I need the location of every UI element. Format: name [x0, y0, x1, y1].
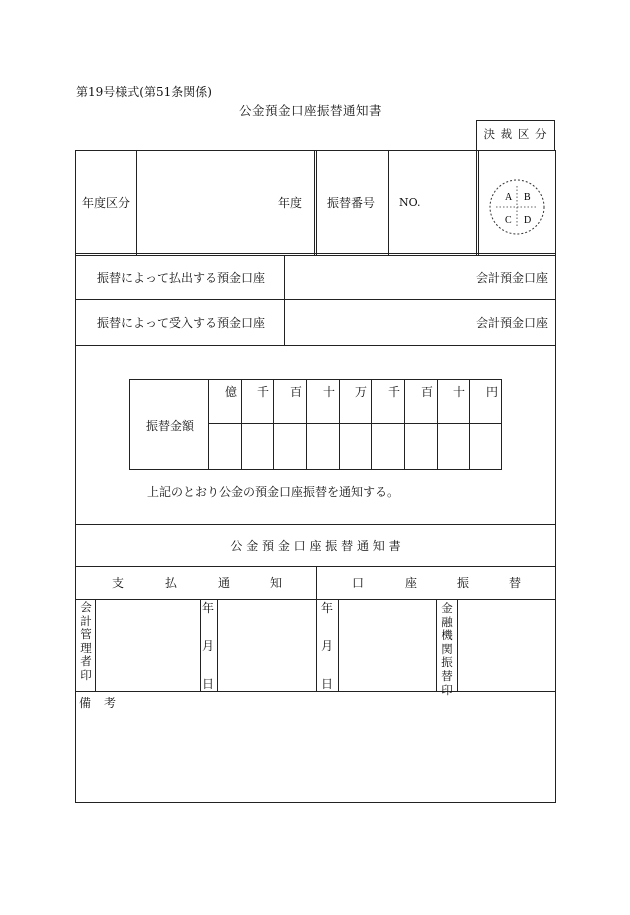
seal-d: D — [524, 215, 532, 226]
amount-unit-label: 万 — [355, 385, 368, 399]
amount-digit-field[interactable] — [274, 424, 305, 469]
receive-account-value: 会計預金口座 — [476, 316, 549, 330]
form-number: 第19号様式(第51条関係) — [76, 85, 212, 99]
account-transfer-char-4: 替 — [509, 576, 522, 590]
approval-seal — [488, 178, 546, 236]
amount-unit-label: 円 — [486, 385, 499, 399]
payment-notice-char-1: 支 — [112, 576, 125, 590]
lower-title: 公 金 預 金 口 座 振 替 通 知 書 — [230, 539, 401, 553]
receive-account-label: 振替によって受入する預金口座 — [97, 316, 266, 330]
seal-a: A — [505, 192, 513, 203]
amount-unit-label: 千 — [257, 385, 270, 399]
seal-c: C — [505, 215, 512, 226]
amount-digit-field[interactable] — [242, 424, 273, 469]
amount-digit-field[interactable] — [209, 424, 240, 469]
amount-digit-field[interactable] — [405, 424, 436, 469]
remarks-char-1: 備 — [79, 696, 92, 710]
payment-date-day: 日 — [202, 677, 215, 691]
amount-unit-label: 十 — [323, 385, 336, 399]
account-transfer-char-2: 座 — [405, 576, 418, 590]
accountant-seal-label: 会 計 管 理 者 印 — [80, 600, 92, 682]
transfer-date-year: 年 — [321, 601, 334, 615]
amount-unit-label: 十 — [453, 385, 466, 399]
remarks-char-2: 考 — [104, 696, 117, 710]
amount-unit-label: 千 — [388, 385, 401, 399]
amount-digit-field[interactable] — [340, 424, 371, 469]
bank-seal-label: 金 融 機 関 振 替 印 — [441, 601, 453, 697]
payment-notice-char-4: 知 — [270, 576, 283, 590]
year-unit: 年度 — [278, 196, 303, 210]
payout-account-value: 会計預金口座 — [476, 271, 549, 285]
payment-notice-char-2: 払 — [165, 576, 178, 590]
year-class-label: 年度区分 — [82, 196, 131, 210]
amount-digit-field[interactable] — [470, 424, 501, 469]
amount-digit-field[interactable] — [372, 424, 403, 469]
amount-unit-label: 百 — [421, 385, 434, 399]
amount-digit-field[interactable] — [438, 424, 469, 469]
account-transfer-char-3: 振 — [457, 576, 470, 590]
transfer-number-no: NO. — [399, 196, 421, 209]
payment-date-month: 月 — [202, 639, 215, 653]
payout-account-label: 振替によって払出する預金口座 — [97, 271, 266, 285]
transfer-number-label: 振替番号 — [327, 196, 376, 210]
payment-notice-char-3: 通 — [218, 576, 231, 590]
amount-unit-label: 億 — [225, 385, 238, 399]
amount-unit-label: 百 — [290, 385, 303, 399]
approval-label: 決 裁 区 分 — [483, 127, 548, 141]
payment-date-year: 年 — [202, 601, 215, 615]
notice-text: 上記のとおり公金の預金口座振替を通知する。 — [147, 485, 400, 499]
account-transfer-char-1: 口 — [352, 576, 365, 590]
document-title: 公金預金口座振替通知書 — [239, 103, 383, 118]
amount-digit-field[interactable] — [307, 424, 338, 469]
transfer-date-month: 月 — [321, 639, 334, 653]
transfer-date-day: 日 — [321, 677, 334, 691]
amount-label: 振替金額 — [146, 419, 195, 433]
seal-b: B — [524, 192, 531, 203]
remarks-field[interactable] — [76, 712, 554, 800]
